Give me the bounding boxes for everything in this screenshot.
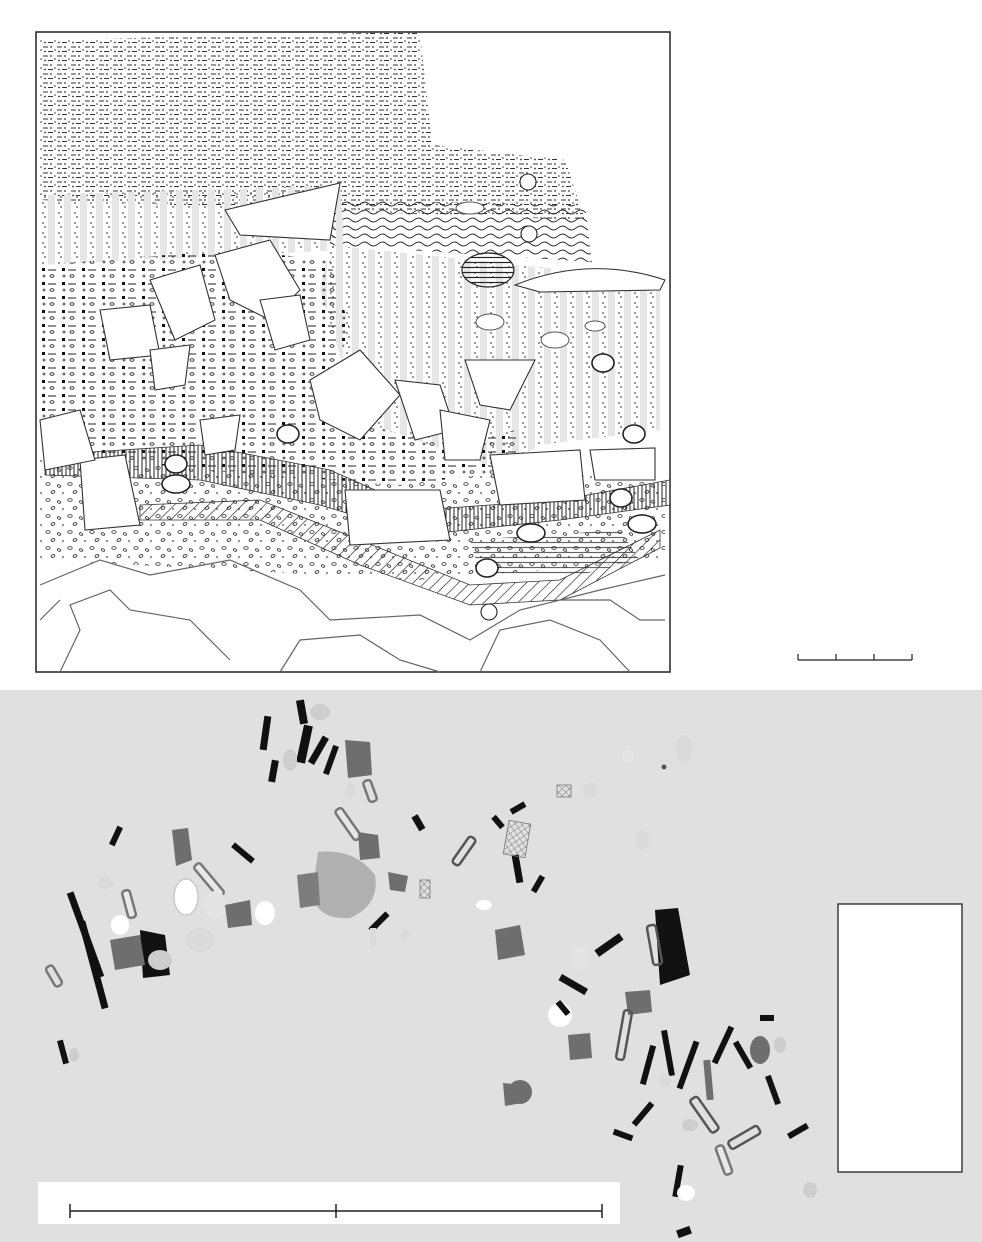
layer-label	[628, 515, 656, 533]
scale-bar-a	[798, 654, 912, 660]
layer-label	[517, 524, 545, 542]
layer-label	[610, 489, 632, 507]
artifact-plan-panel	[0, 690, 982, 1242]
layer-label	[476, 559, 498, 577]
layer-label	[521, 226, 537, 242]
layer-label	[623, 425, 645, 443]
burrow-oval	[462, 253, 514, 287]
layer-label	[277, 425, 299, 443]
layer-label	[165, 455, 187, 473]
plan-legend	[838, 904, 962, 1172]
layer-label	[481, 604, 497, 620]
scale-bar-b	[38, 1182, 620, 1224]
layer-label	[162, 475, 190, 493]
layer-label	[520, 174, 536, 190]
stratigraphic-section-panel	[36, 32, 912, 672]
layer-label	[592, 354, 614, 372]
